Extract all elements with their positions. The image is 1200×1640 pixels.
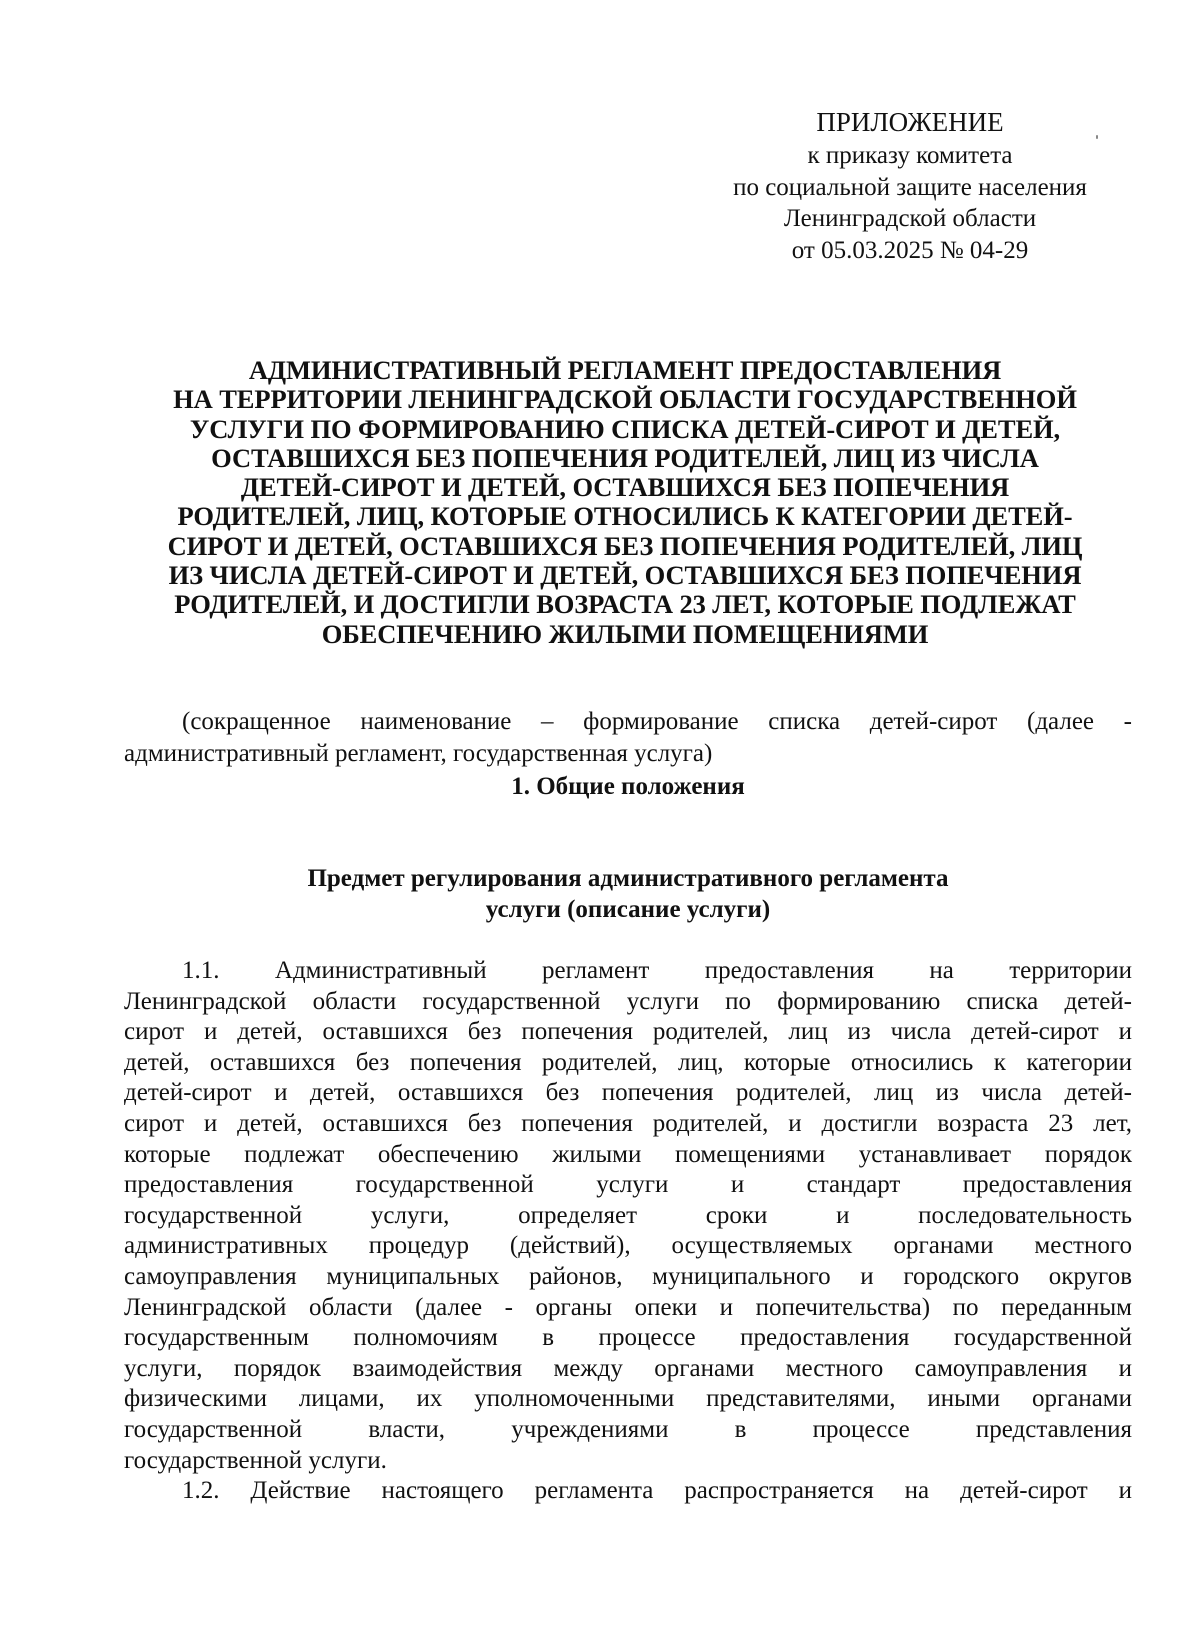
paragraph-line: сирот и детей, оставшихся без попечения родителей, лиц из числа детей-сирот и [124,1018,1132,1046]
title-line: РОДИТЕЛЕЙ, И ДОСТИГЛИ ВОЗРАСТА 23 ЛЕТ, КОТОРЫЕ ПОДЛЕЖАТ [174,589,1076,620]
appendix-line: Ленинградской области [783,205,1037,232]
title-line: ИЗ ЧИСЛА ДЕТЕЙ-СИРОТ И ДЕТЕЙ, ОСТАВШИХСЯ БЕЗ ПОПЕЧЕНИЯ [168,560,1082,591]
paragraph-line: административных процедур (действий), осуществляемых органами местного [124,1232,1132,1260]
paragraph-line: физическими лицами, их уполномоченными представителями, иными органами [124,1385,1132,1413]
short-name-line: (сокращенное наименование – формирование списка детей-сирот (далее - [182,708,1132,735]
paragraph-line: 1.2. Действие настоящего регламента распространяется на детей-сирот и [182,1477,1132,1505]
paragraph-line: предоставления государственной услуги и стандарт предоставления [124,1171,1132,1199]
appendix-line: от 05.03.2025 № 04-29 [791,236,1029,264]
body-text [124,956,1132,1507]
paragraph-line: государственным полномочиям в процессе предоставления государственной [124,1324,1132,1352]
title-line: НА ТЕРРИТОРИИ ЛЕНИНГРАДСКОЙ ОБЛАСТИ ГОСУДАРСТВЕННОЙ [173,384,1077,415]
paragraph-line: услуги, порядок взаимодействия между органами местного самоуправления и [124,1354,1132,1382]
paragraph-line: государственной власти, учреждениями в процессе представления [124,1415,1132,1443]
title-line: ОБЕСПЕЧЕНИЮ ЖИЛЫМИ ПОМЕЩЕНИЯМИ [321,618,929,649]
title-line: УСЛУГИ ПО ФОРМИРОВАНИЮ СПИСКА ДЕТЕЙ-СИРОТ И ДЕТЕЙ, [189,413,1061,444]
paragraph-line: 1.1. Административный регламент предоставления на территории [182,957,1132,984]
short-name-paragraph [124,706,1132,770]
paragraph-line: которые подлежат обеспечению жилыми помещениями устанавливает порядок [124,1140,1132,1168]
title-line: СИРОТ И ДЕТЕЙ, ОСТАВШИХСЯ БЕЗ ПОПЕЧЕНИЯ РОДИТЕЛЕЙ, ЛИЦ [167,530,1083,561]
appendix-block [690,104,1130,266]
section-heading: 1. Общие положения [511,773,745,800]
paragraph-line: государственной услуги, определяет сроки и последовательность [124,1201,1132,1229]
paragraph-line: самоуправления муниципальных районов, муниципального и городского округов [124,1262,1132,1290]
title-line: ДЕТЕЙ-СИРОТ И ДЕТЕЙ, ОСТАВШИХСЯ БЕЗ ПОПЕЧЕНИЯ [240,472,1010,503]
appendix-heading: ПРИЛОЖЕНИЕ [816,107,1004,137]
document-title [120,356,1130,649]
title-line: АДМИНИСТРАТИВНЫЙ РЕГЛАМЕНТ ПРЕДОСТАВЛЕНИЯ [248,355,1002,385]
paragraph-line: сирот и детей, оставшихся без попечения родителей, и достигли возраста 23 лет, [124,1109,1132,1137]
paragraph-line: детей-сирот и детей, оставшихся без попечения родителей, лиц из числа детей- [124,1079,1132,1107]
paragraph-line: Ленинградской области (далее - органы опеки и попечительства) по переданным [124,1293,1132,1321]
title-line: РОДИТЕЛЕЙ, ЛИЦ, КОТОРЫЕ ОТНОСИЛИСЬ К КАТЕГОРИИ ДЕТЕЙ- [177,501,1073,532]
paragraph-line: Ленинградской области государственной услуги по формированию списка детей- [124,987,1132,1015]
short-name-line: административный регламент, государственная услуга) [124,740,713,767]
paragraph-line: детей, оставшихся без попечения родителей, лиц, которые относились к категории [124,1048,1132,1076]
subsection-heading [124,863,1132,925]
appendix-line: к приказу комитета [807,142,1013,169]
subsection-heading-line: услуги (описание услуги) [485,896,771,923]
scan-speck [1096,135,1098,139]
appendix-line: по социальной защите населения [733,173,1087,201]
paragraph-line: государственной услуги. [124,1446,387,1474]
title-line: ОСТАВШИХСЯ БЕЗ ПОПЕЧЕНИЯ РОДИТЕЛЕЙ, ЛИЦ ИЗ ЧИСЛА [211,442,1039,473]
subsection-heading-line: Предмет регулирования административного регламента [307,865,949,892]
